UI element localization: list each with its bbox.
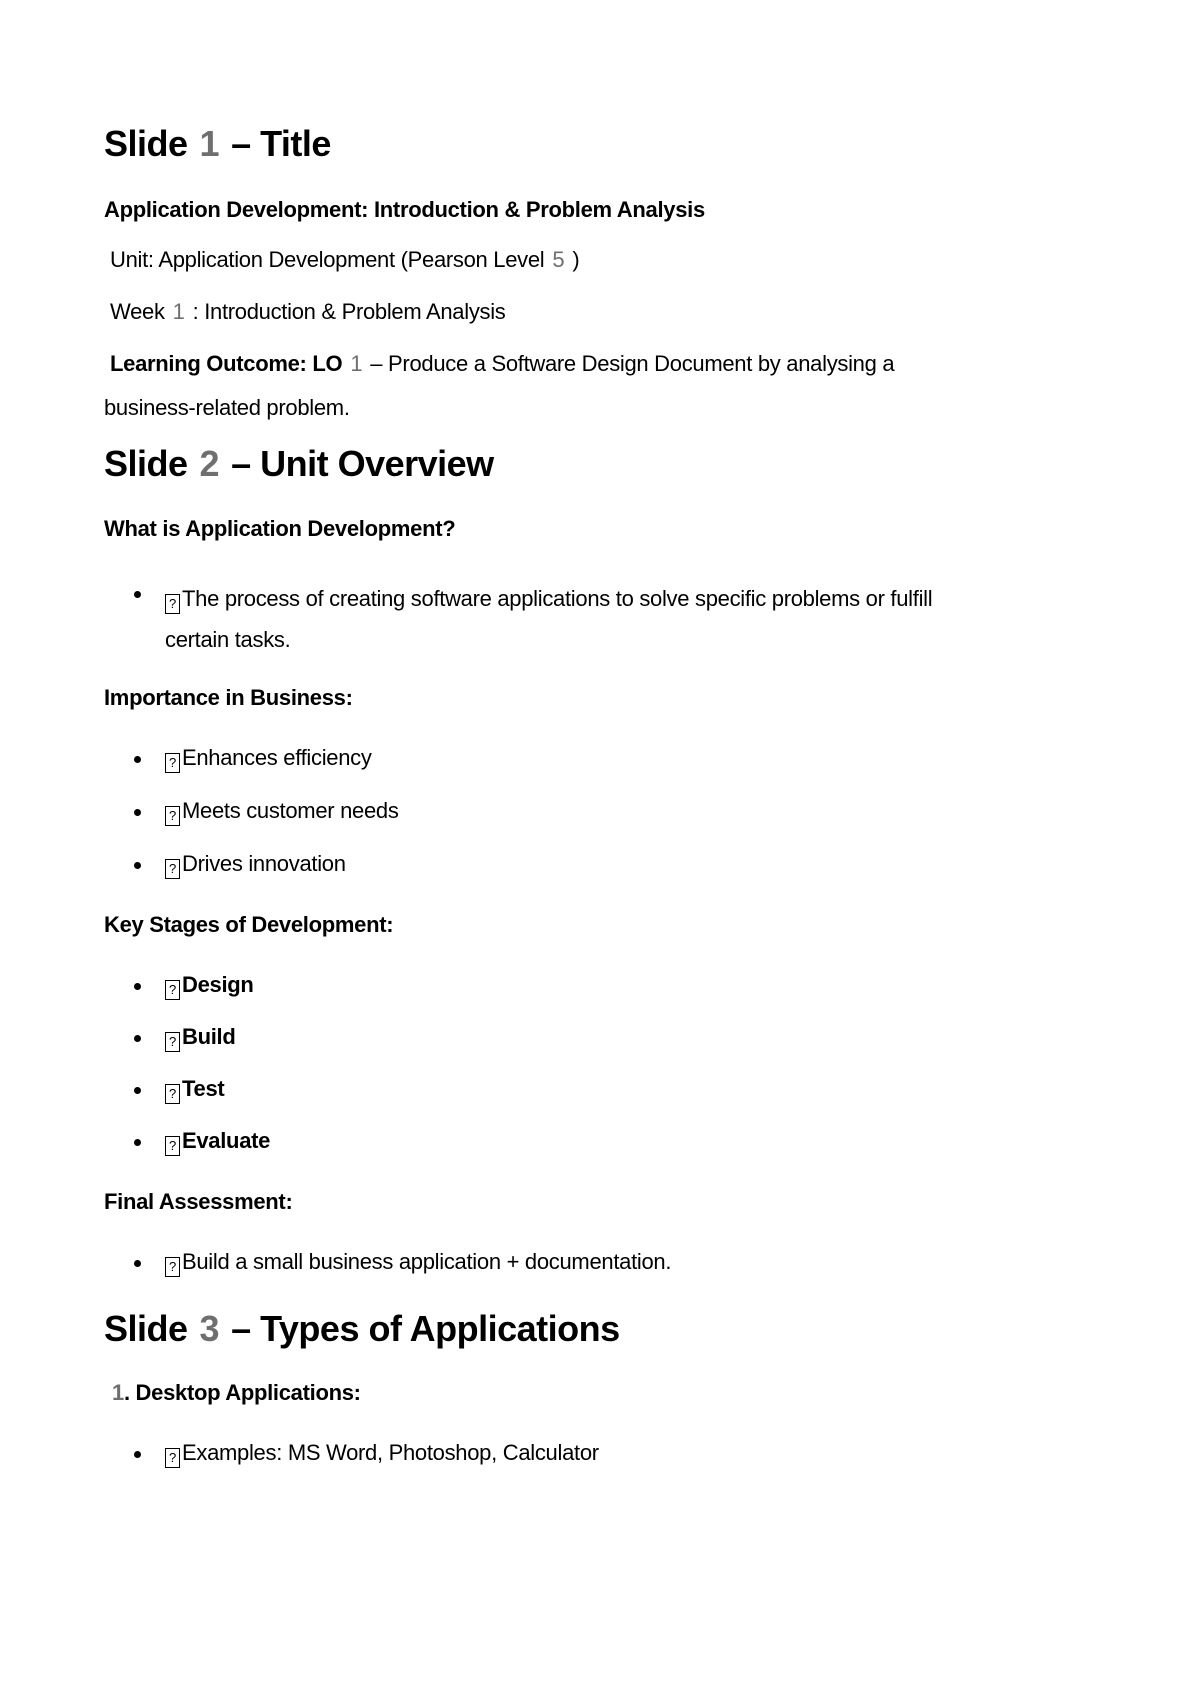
bullet-icon [134, 1260, 141, 1267]
bullet-icon [134, 591, 141, 598]
missing-glyph-icon: ? [165, 1084, 180, 1104]
slide-1-heading-title: – Title [231, 123, 331, 164]
unit-close: ) [572, 247, 580, 272]
list-item [104, 849, 1084, 879]
list-item-text: Build a small business application + documentation. [182, 1249, 672, 1274]
list-item-text: Enhances efficiency [182, 745, 372, 770]
bullet-icon [134, 1035, 141, 1042]
unit-level: 5 [552, 247, 565, 272]
importance-heading: Importance in Business: [104, 685, 353, 710]
slide-2-heading [104, 442, 1084, 486]
missing-glyph-icon: ? [165, 1136, 180, 1156]
list-item [104, 1247, 1084, 1277]
unit-text: Unit: Application Development (Pearson Level [110, 247, 545, 272]
bullet-icon [134, 862, 141, 869]
slide-1-unit-line [104, 245, 1084, 275]
slide-2-heading-number: 2 [199, 443, 220, 484]
missing-glyph-icon: ? [165, 806, 180, 826]
slide-3-heading-number: 3 [199, 1308, 220, 1349]
missing-glyph-icon: ? [165, 753, 180, 773]
slide-1-heading-prefix: Slide [104, 123, 188, 164]
list-item-text-cont: certain tasks. [165, 627, 291, 652]
bullet-icon [134, 809, 141, 816]
list-item-text: Evaluate [182, 1128, 271, 1153]
slide-1-week-line [104, 297, 1084, 327]
lo-number: 1 [350, 351, 363, 376]
list-item [104, 743, 1084, 773]
week-number: 1 [172, 299, 185, 324]
bullet-icon [134, 756, 141, 763]
missing-glyph-icon: ? [165, 1257, 180, 1277]
section-label: . Desktop Applications: [123, 1380, 361, 1405]
lo-text: – Produce a Software Design Document by analysing a [370, 351, 895, 376]
bullet-icon [134, 1451, 141, 1458]
final-list [104, 1247, 1084, 1277]
list-item [104, 796, 1084, 826]
week-prefix: Week [110, 299, 165, 324]
final-heading: Final Assessment: [104, 1189, 293, 1214]
list-item-text: Test [182, 1076, 225, 1101]
bullet-icon [134, 983, 141, 990]
missing-glyph-icon: ? [165, 1448, 180, 1468]
bullet-icon [134, 1087, 141, 1094]
list-item-text: Drives innovation [182, 851, 346, 876]
slide-1-learning-outcome [104, 349, 1084, 379]
missing-glyph-icon: ? [165, 1032, 180, 1052]
desktop-apps-heading [104, 1378, 1084, 1408]
slide-2-heading-prefix: Slide [104, 443, 188, 484]
stages-list [104, 970, 1084, 1156]
slide-3-heading-prefix: Slide [104, 1308, 188, 1349]
bullet-icon [134, 1139, 141, 1146]
slide-3-heading-title: – Types of Applications [231, 1308, 620, 1349]
slide-1-heading [104, 122, 1084, 166]
importance-list [104, 743, 1084, 879]
slide-1-subtitle: Application Development: Introduction & Problem Analysis [104, 197, 705, 222]
slide-3-heading [104, 1307, 1084, 1351]
list-item [104, 1438, 1084, 1468]
missing-glyph-icon: ? [165, 980, 180, 1000]
desktop-apps-list [104, 1438, 1084, 1468]
what-heading: What is Application Development? [104, 516, 456, 541]
what-list [104, 578, 1084, 660]
document-page [104, 122, 1084, 1468]
missing-glyph-icon: ? [165, 859, 180, 879]
list-item-text: Examples: MS Word, Photoshop, Calculator [182, 1440, 599, 1465]
list-item-text: The process of creating software applications to solve specific problems or fulfill [182, 586, 933, 611]
list-item [104, 1074, 1084, 1104]
list-item-text: Meets customer needs [182, 798, 399, 823]
slide-1-heading-number: 1 [199, 123, 220, 164]
stages-heading: Key Stages of Development: [104, 912, 394, 937]
list-item [104, 578, 1084, 660]
week-suffix: : Introduction & Problem Analysis [192, 299, 506, 324]
list-item [104, 970, 1084, 1000]
slide-2-heading-title: – Unit Overview [231, 443, 494, 484]
missing-glyph-icon: ? [165, 594, 180, 614]
list-item-text: Design [182, 972, 254, 997]
list-item-text: Build [182, 1024, 236, 1049]
lo-label: Learning Outcome: LO [110, 351, 343, 376]
list-item [104, 1126, 1084, 1156]
list-item [104, 1022, 1084, 1052]
section-number: 1 [112, 1380, 124, 1405]
slide-1-learning-outcome-cont: business-related problem. [104, 395, 350, 420]
